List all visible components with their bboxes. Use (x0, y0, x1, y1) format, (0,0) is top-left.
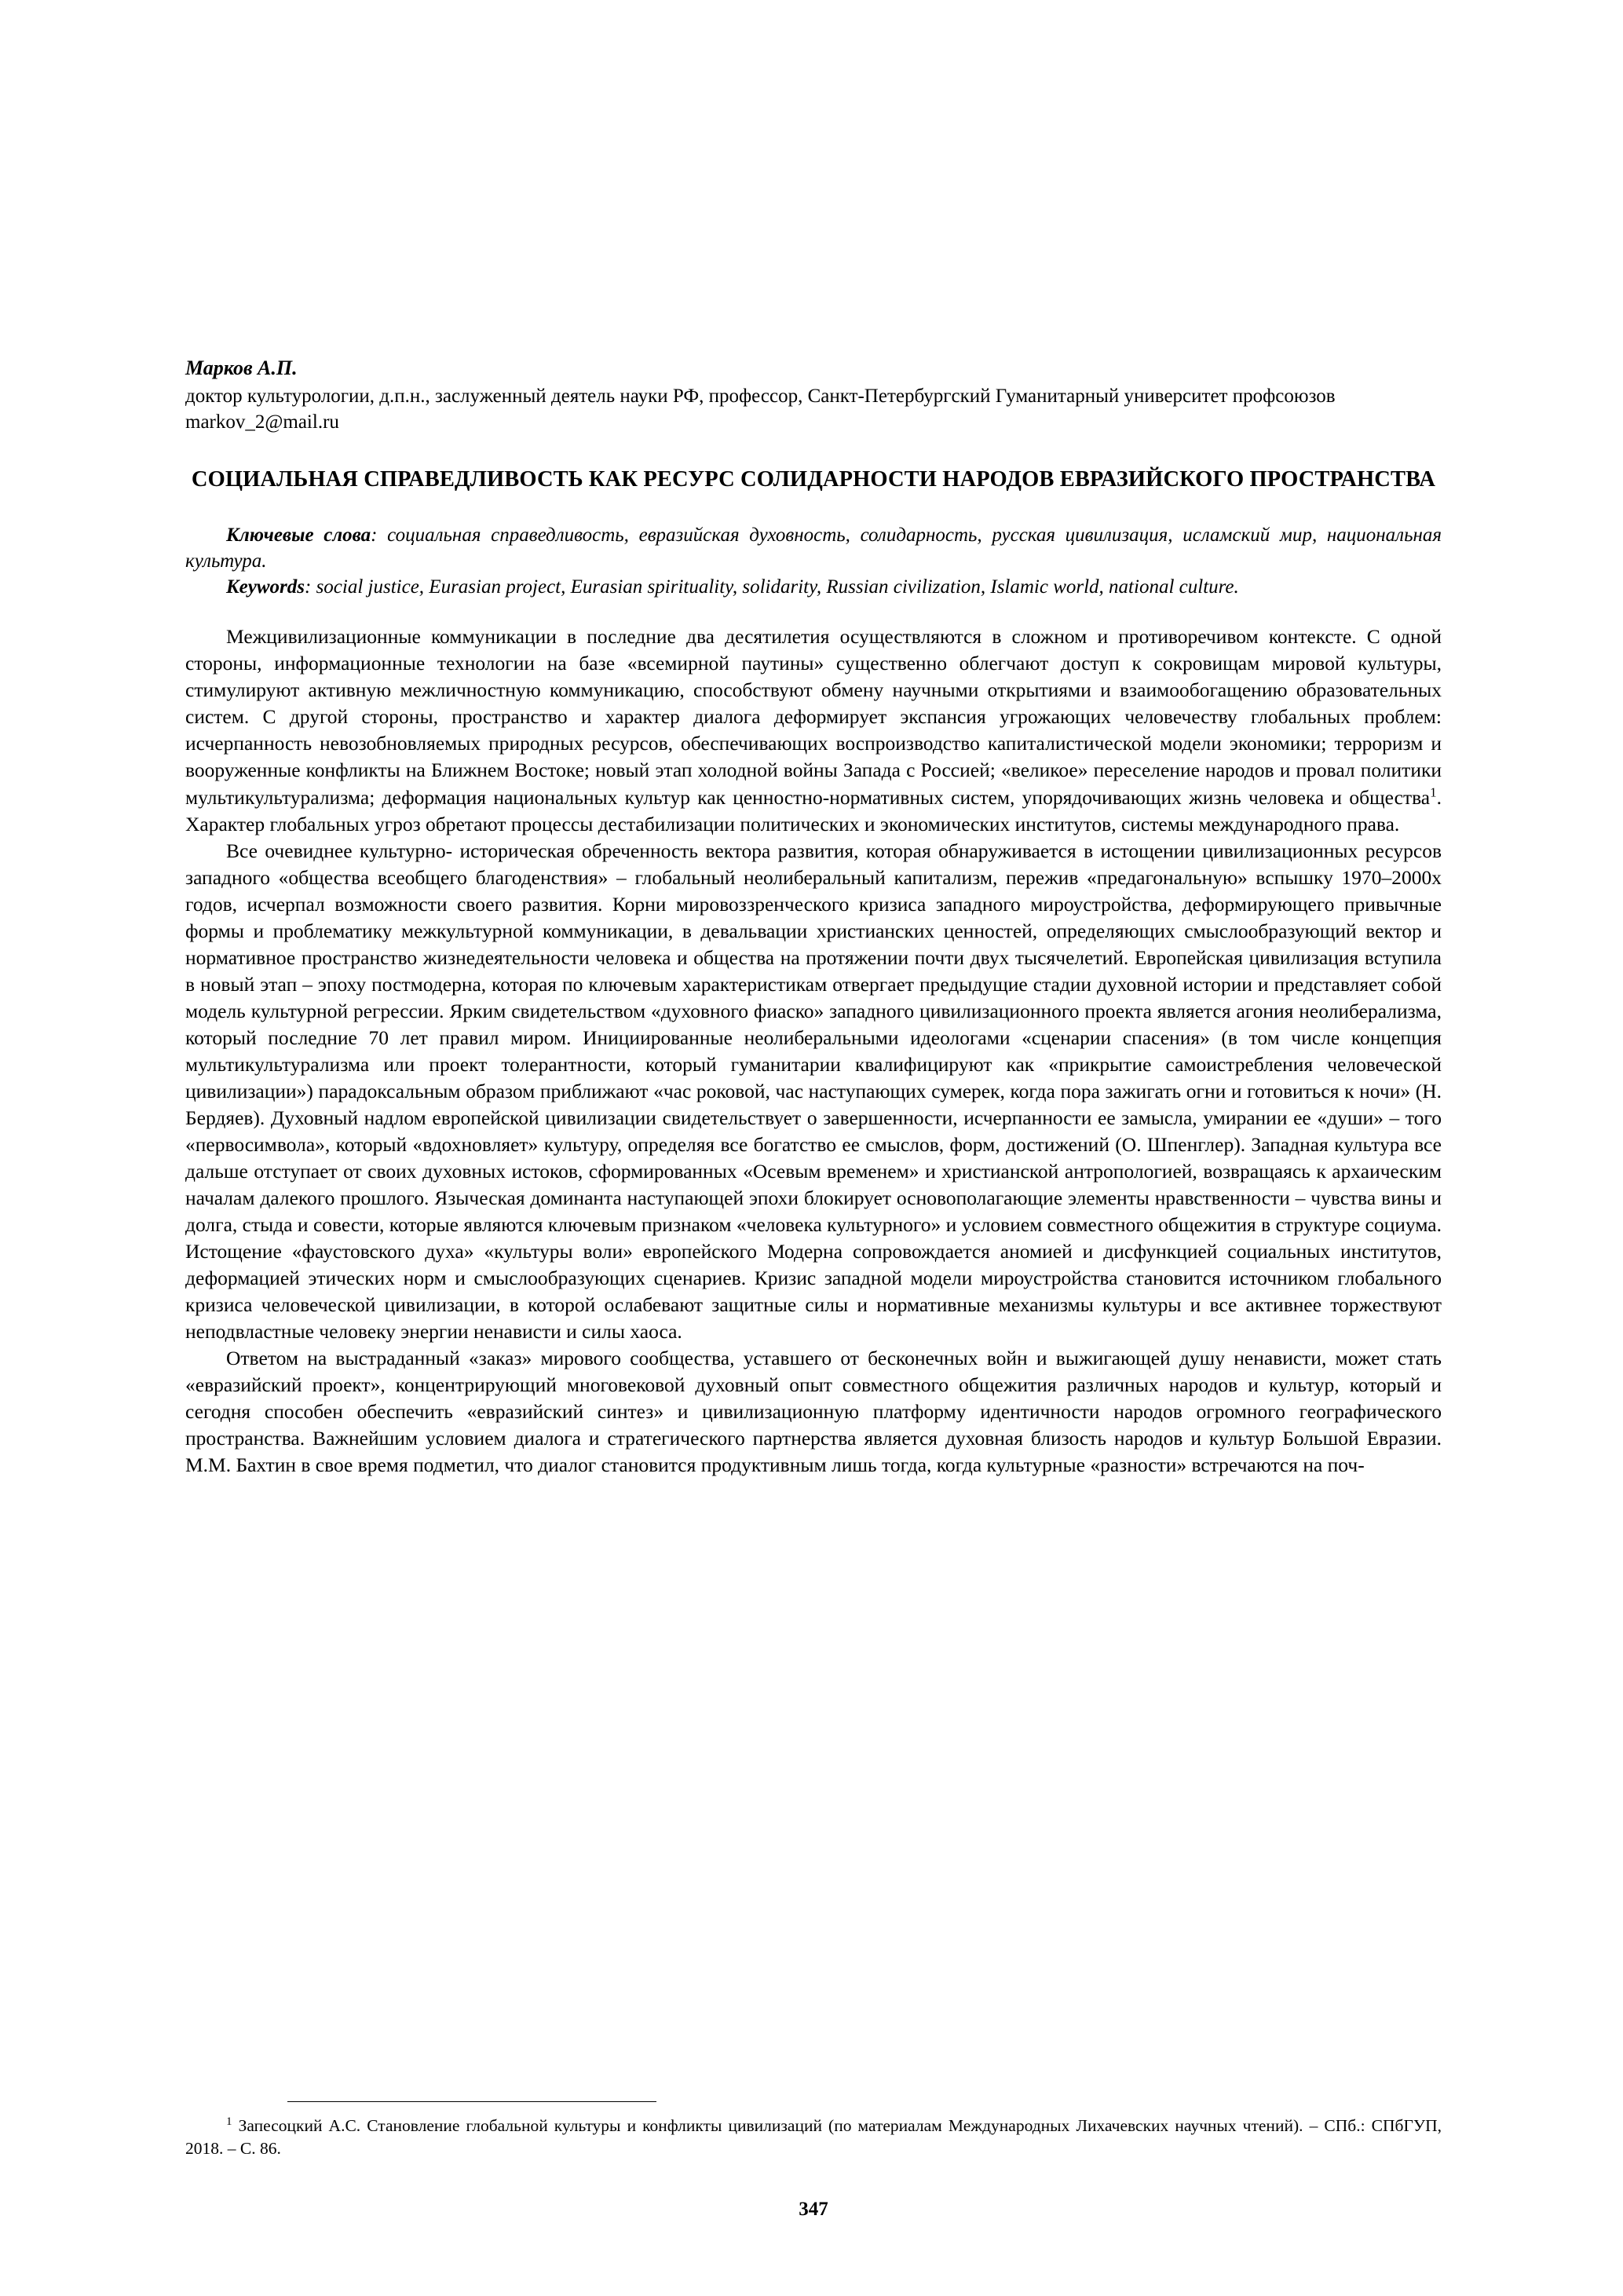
footnote-divider (287, 2101, 656, 2102)
author-name: Марков А.П. (185, 356, 298, 379)
keywords-ru-label: Ключевые слова (226, 525, 371, 547)
keywords-ru-text: : социальная справедливость, евразийская духовность, солидарность, русская цивилизация, исламский мир, национальная культура. (185, 525, 1442, 572)
keywords-en (185, 574, 1442, 600)
author-email: markov_2@mail.ru (185, 411, 339, 433)
footnote-number: 1 (226, 2115, 232, 2128)
page-title: СОЦИАЛЬНАЯ СПРАВЕДЛИВОСТЬ КАК РЕСУРС СОЛИДАРНОСТИ НАРОДОВ ЕВРАЗИЙСКОГО ПРОСТРАНСТВА (191, 467, 1436, 492)
body-paragraph-2: Все очевиднее культурно- историческая обреченность вектора развития, которая обнаруживается в истощении цивилизационных ресурсов западного «общества всеобщего благоденствия» – глобальный неолиберальный капитализм, пережив «предагональную» вспышку 1970–2000х годов, исчерпал возможности своего развития. Корни мировоззренческого кризиса западного мироустройства, деформирующего привычные формы и проблематику межкультурной коммуникации, в девальвации христианских ценностей, определяющих смыслообразующий вектор и нормативное пространство жизнедеятельности человека и общества на протяжении почти двух тысячелетий. Европейская цивилизация вступила в новый этап – эпоху постмодерна, которая по ключевым характеристикам отвергает предыдущие стадии духовной истории и представляет собой модель культурной регрессии. Ярким свидетельством «духовного фиаско» западного цивилизационного проекта является агония неолиберализма, который последние 70 лет правил миром. Инициированные неолиберальными идеологами «сценарии спасения» (в том числе концепция мультикультурализма или проект толерантности, который гуманитарии квалифицируют как «прикрытие самоистребления человеческой цивилизации») парадоксальным образом приближают «час роковой, час наступающих сумерек, когда пора зажигать огни и готовиться к ночи» (Н. Бердяев). Духовный надлом европейской цивилизации свидетельствует о завершенности, исчерпанности ее замысла, умирании ее «души» – того «первосимвола», который «вдохновляет» культуру, определяя все богатство ее смыслов, форм, достижений (О. Шпенглер). Западная культура все дальше отступает от своих духовных истоков, сформированных «Осевым временем» и христианской антропологией, возвращаясь к архаическим началам далекого прошлого. Языческая доминанта наступающей эпохи блокирует основополагающие элементы нравственности – чувства вины и долга, стыда и совести, которые являются ключевым признаком «человека культурного» и условием совместного общежития в структуре социума. Истощение «фаустовского духа» «культуры воли» европейского Модерна сопровождается аномией и дисфункцией социальных институтов, деформацией этических норм и смыслообразующих сценариев. Кризис западной модели мироустройства становится источником глобального кризиса человеческой цивилизации, в которой ослабевают защитные силы и нормативные механизмы культуры и все активнее торжествуют неподвластные человеку энергии ненависти и силы хаоса. (185, 839, 1442, 1344)
keywords-block (185, 522, 1442, 600)
footnote-zone (185, 2101, 1442, 2160)
page-number: 347 (799, 2199, 828, 2220)
paragraph-1-main: Межцивилизационные коммуникации в последние два десятилетия осуществляются в сложном и противоречивом контексте. С одной стороны, информационные технологии на базе «всемирной паутины» существенно облегчают доступ к сокровищам мировой культуры, стимулируют активную межличностную коммуникацию, способствуют обмену научными открытиями и взаимообогащению образовательных систем. С другой стороны, пространство и характер диалога деформирует экспансия угрожающих человечеству глобальных проблем: исчерпанность невозобновляемых природных ресурсов, обеспечивающих воспроизводство капиталистической модели экономики; терроризм и вооруженные конфликты на Ближнем Востоке; новый этап холодной войны Запада с Россией; «великое» переселение народов и провал политики мультикультурализма; деформация национальных культур как ценностно-нормативных систем, упорядочивающих жизнь человека и общества (185, 625, 1442, 809)
footnote-text (185, 2115, 1442, 2160)
keywords-ru (185, 522, 1442, 574)
body-paragraph-3: Ответом на выстраданный «заказ» мирового сообщества, уставшего от бесконечных войн и выжигающей душу ненависти, может стать «евразийский проект», концентрирующий многовековой духовный опыт совместного общежития различных народов и культур, который и сегодня способен обеспечить «евразийский синтез» и цивилизационную платформу идентичности народов огромного географического пространства. Важнейшим условием диалога и стратегического партнерства является духовная близость народов и культур Большой Евразии. М.М. Бахтин в свое время подметил, что диалог становится продуктивным лишь тогда, когда культурные «разности» встречаются на поч- (185, 1347, 1442, 1477)
keywords-en-label: Keywords (226, 576, 305, 598)
author-affiliation: доктор культурологии, д.п.н., заслуженный деятель науки РФ, профессор, Санкт-Петербургский Гуманитарный университет профсоюзов (185, 386, 1336, 408)
paragraph-1-tail: . Характер глобальных угроз обретают процессы дестабилизации политических и экономических институтов, системы международного права. (185, 785, 1442, 835)
footnote-citation: Запесоцкий А.С. Становление глобальной культуры и конфликты цивилизаций (по материалам Международных Лихачевских научных чтений). – СПб.: СПбГУП, 2018. – С. 86. (185, 2116, 1442, 2158)
footnote-reference[interactable]: 1 (1430, 784, 1437, 799)
document-page (185, 0, 1442, 2296)
body-paragraph-1 (185, 623, 1442, 837)
keywords-en-text: : social justice, Eurasian project, Eurasian spirituality, solidarity, Russian civilization, Islamic world, national culture. (305, 576, 1239, 598)
